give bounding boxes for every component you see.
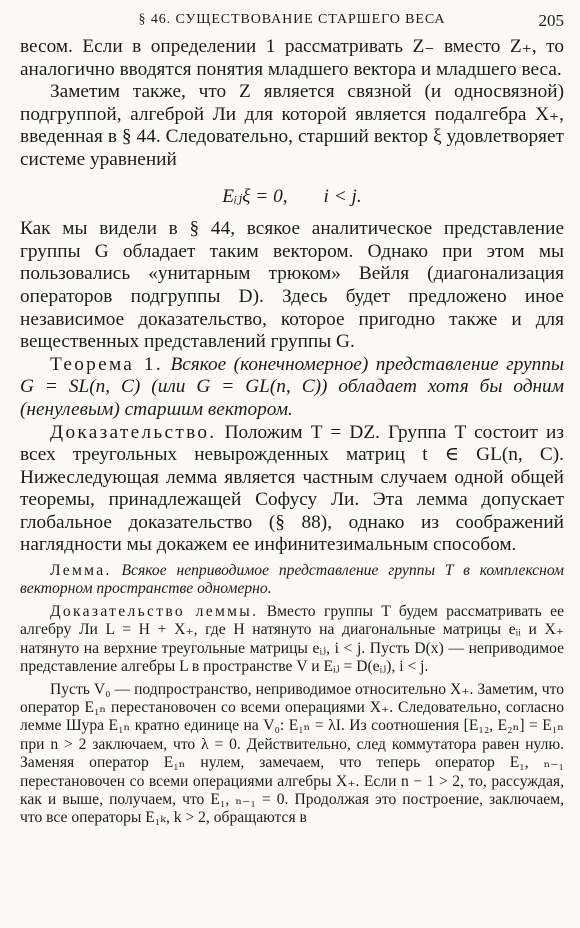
paragraph-connected-subgroup: Заметим также, что Z является связной (и односвязной) подгруппой, алгеброй Ли для которой является подалгебра X₊, введенная в § 44. Следовательно, старший вектор ξ удовлетворяет системе уравнений — [20, 81, 564, 170]
lemma-label: Лемма. — [50, 562, 112, 580]
lemma-proof-text: Вместо группы T будем рассматривать ее алгебру Ли L = H + X₊, где H натянуто на диагональные матрицы eᵢᵢ и X₊ натянуто на верхние треугольные матрицы eᵢⱼ, i < j. Пусть D(x) — неприводимое представление алгебры L в пространстве V и Eᵢⱼ = D(eᵢⱼ), i < j. — [20, 602, 564, 676]
page-header — [20, 6, 564, 36]
lemma-statement-paragraph — [20, 562, 564, 599]
page-number: 205 — [538, 11, 564, 30]
lemma-block — [20, 562, 564, 828]
proof-label: Доказательство. — [50, 421, 217, 443]
equation-condition: i < j. — [323, 185, 362, 207]
proof — [20, 422, 564, 558]
running-title: § 46. СУЩЕСТВОВАНИЕ СТАРШЕГО ВЕСА — [138, 12, 446, 27]
equation-left: Eᵢⱼξ = 0, — [222, 185, 288, 207]
proof-text: Положим T = DZ. Группа T состоит из всех треугольных невырожденных матриц t ∈ GL(n, C). Нижеследующая лемма является частным случаем одной общей теоремы, принадлежащей Софусу Ли. Эта лемма допускает глобальное доказательство (§ 88), однако из соображений наглядности мы докажем ее инфинитезимальным способом. — [20, 421, 564, 556]
paragraph-continuation: весом. Если в определении 1 рассматривать Z₋ вместо Z₊, то аналогично вводятся понятия младшего вектора и младшего веса. — [20, 36, 564, 80]
equation-highest-vector — [20, 186, 564, 209]
lemma-proof-paragraph — [20, 603, 564, 677]
main-text — [20, 36, 564, 557]
lemma-proof-label: Доказательство леммы. — [50, 602, 259, 620]
theorem-statement: Всякое (конечномерное) представление группы G = SL(n, C) (или G = GL(n, C)) обладает хотя бы одним (ненулевым) старшим вектором. — [20, 353, 564, 420]
paragraph-analytic-representation: Как мы видели в § 44, всякое аналитическое представление группы G обладает таким вектором. Однако при этом мы пользовались «унитарным трюком» Вейля (диагонализация операторов подгруппы D). Здесь будет предложено иное независимое доказательство, которое пригодно также и для вещественных представлений группы G. — [20, 218, 564, 353]
lemma-statement: Всякое неприводимое представление группы T в комплексном векторном пространстве одномерно. — [20, 562, 564, 598]
theorem-label: Теорема 1. — [50, 353, 163, 375]
theorem-1 — [20, 354, 564, 422]
lemma-proof-continuation: Пусть V₀ — подпространство, неприводимое относительно X₊. Заметим, что оператор E₁ₙ перестановочен со всеми операциями X₊. Следовательно, согласно лемме Шура E₁ₙ кратно единице на V₀: E₁ₙ = λI. Из соотношения [E₁₂, E₂ₙ] = E₁ₙ при n > 2 заключаем, что λ = 0. Действительно, след коммутатора равен нулю. Заменяя оператор E₁ₙ нулем, замечаем, что теперь оператор E₁, ₙ₋₁ перестановочен со всеми операциями алгебры X₊. Если n − 1 > 2, то, рассуждая, как и выше, получаем, что E₁, ₙ₋₁ = 0. Продолжая это построение, заключаем, что все операторы E₁ₖ, k > 2, обращаются в — [20, 680, 564, 827]
